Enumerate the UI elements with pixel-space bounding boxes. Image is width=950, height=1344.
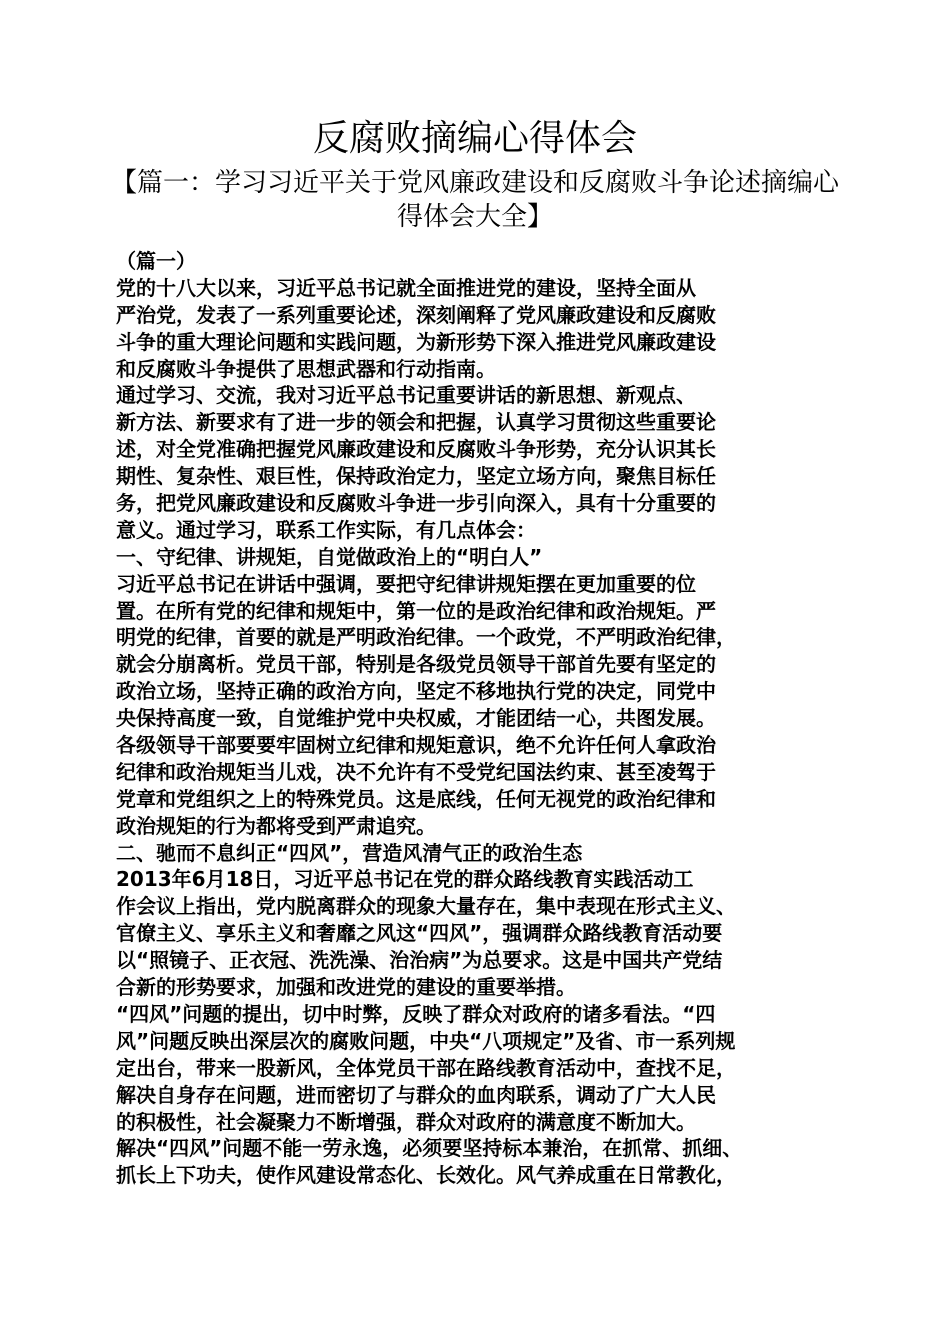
body-line: 党章和党组织之上的特殊党员。这是底线，任何无视党的政治纪律和: [116, 786, 716, 811]
body-line: 新方法、新要求有了进一步的领会和把握，认真学习贯彻这些重要论: [116, 410, 716, 435]
body-line: 述，对全党准确把握党风廉政建设和反腐败斗争形势，充分认识其长: [116, 437, 716, 462]
body-line: 习近平总书记在讲话中强调，要把守纪律讲规矩摆在更加重要的位: [116, 571, 696, 596]
body-line: “四风”问题的提出，切中时弊，反映了群众对政府的诸多看法。“四: [116, 1001, 716, 1026]
body-line: 置。在所有党的纪律和规矩中，第一位的是政治纪律和政治规矩。严: [116, 598, 716, 623]
document-body: [116, 248, 836, 1189]
body-line: 定出台，带来一股新风，全体党员干部在路线教育活动中，查找不足，: [116, 1055, 736, 1080]
body-line: 以“照镜子、正衣冠、洗洗澡、治治病”为总要求。这是中国共产党结: [116, 948, 723, 973]
body-line: 通过学习、交流，我对习近平总书记重要讲话的新思想、新观点、: [116, 383, 696, 408]
body-line: （篇一）: [116, 249, 196, 273]
body-line: 务，把党风廉政建设和反腐败斗争进一步引向深入，具有十分重要的: [116, 491, 716, 516]
body-line: 党的十八大以来，习近平总书记就全面推进党的建设，坚持全面从: [116, 275, 696, 300]
body-line: 和反腐败斗争提供了思想武器和行动指南。: [116, 356, 496, 381]
body-line: 纪律和政治规矩当儿戏，决不允许有不受党纪国法约束、甚至凌驾于: [116, 759, 716, 784]
document-title: 反腐败摘编心得体会: [312, 118, 637, 159]
body-line: 明党的纪律，首要的就是严明政治纪律。一个政党，不严明政治纪律，: [116, 625, 736, 650]
body-line: 解决自身存在问题，进而密切了与群众的血肉联系，调动了广大人民: [116, 1082, 716, 1107]
body-line: 斗争的重大理论问题和实践问题，为新形势下深入推进党风廉政建设: [116, 329, 716, 354]
body-line: 的积极性，社会凝聚力不断增强，群众对政府的满意度不断加大。: [116, 1109, 696, 1134]
body-line: 政治立场，坚持正确的政治方向，坚定不移地执行党的决定，同党中: [116, 679, 716, 704]
body-line: 各级领导干部要要牢固树立纪律和规矩意识，绝不允许任何人拿政治: [116, 733, 716, 758]
body-line: 2013年6月18日，习近平总书记在党的群众路线教育实践活动工: [116, 867, 694, 892]
body-line: 就会分崩离析。党员干部，特别是各级党员领导干部首先要有坚定的: [116, 652, 716, 677]
body-line: 期性、复杂性、艰巨性，保持政治定力，坚定立场方向，聚焦目标任: [116, 464, 716, 489]
body-line: 一、守纪律、讲规矩，自觉做政治上的“明白人”: [116, 544, 543, 569]
document-subtitle: 【篇一：学习习近平关于党风廉政建设和反腐败斗争论述摘编心得体会大全】: [110, 168, 839, 232]
body-line: 作会议上指出，党内脱离群众的现象大量存在，集中表现在形式主义、: [116, 894, 736, 919]
body-line: 政治规矩的行为都将受到严肃追究。: [116, 813, 436, 838]
body-line: 合新的形势要求，加强和改进党的建设的重要举措。: [116, 975, 576, 1000]
body-line: 意义。通过学习，联系工作实际，有几点体会：: [116, 517, 536, 542]
body-line: 抓长上下功夫，使作风建设常态化、长效化。风气养成重在日常教化，: [116, 1163, 736, 1188]
body-line: 央保持高度一致，自觉维护党中央权威，才能团结一心，共图发展。: [116, 706, 716, 731]
body-line: 严治党，发表了一系列重要论述，深刻阐释了党风廉政建设和反腐败: [116, 302, 716, 327]
body-line: 解决“四风”问题不能一劳永逸，必须要坚持标本兼治，在抓常、抓细、: [116, 1136, 743, 1161]
body-line: 风”问题反映出深层次的腐败问题，中央“八项规定”及省、市一系列规: [116, 1028, 736, 1053]
body-line: 官僚主义、享乐主义和奢靡之风这“四风”，强调群众路线教育活动要: [116, 921, 723, 946]
body-line: 二、驰而不息纠正“四风”，营造风清气正的政治生态: [116, 840, 583, 865]
